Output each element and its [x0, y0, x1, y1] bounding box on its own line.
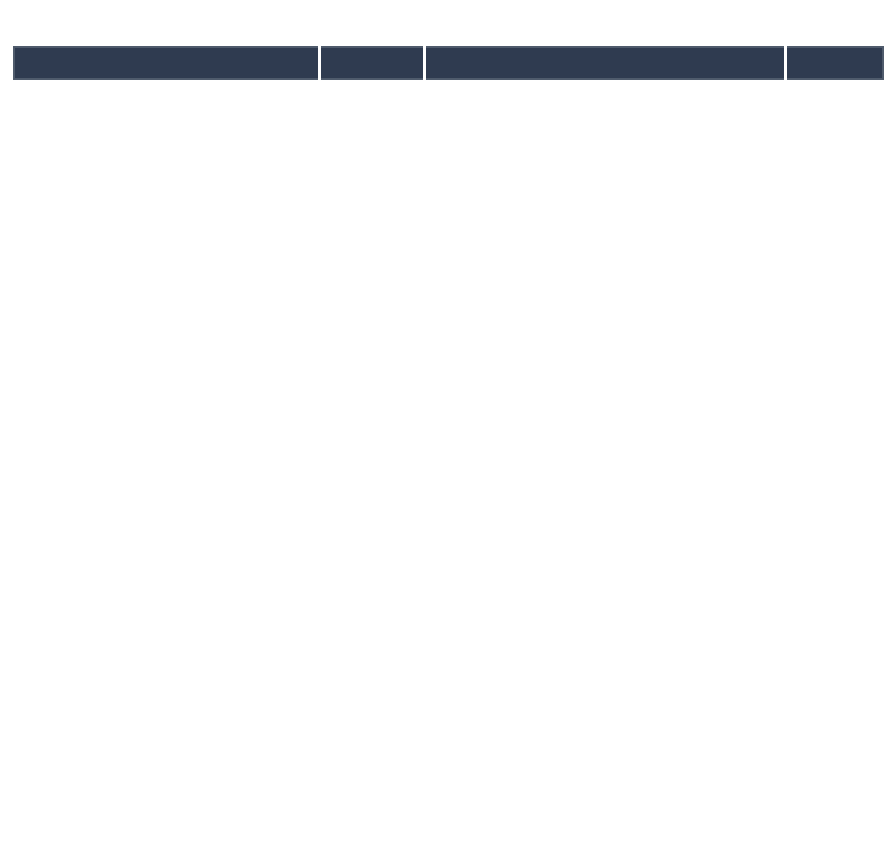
- header-blank-3: [785, 47, 883, 79]
- header-blank-2: [424, 47, 785, 79]
- table-header-row: [14, 47, 883, 79]
- nutrition-table: [13, 46, 884, 80]
- header-blank-1: [319, 47, 424, 79]
- header-serving: [14, 47, 319, 79]
